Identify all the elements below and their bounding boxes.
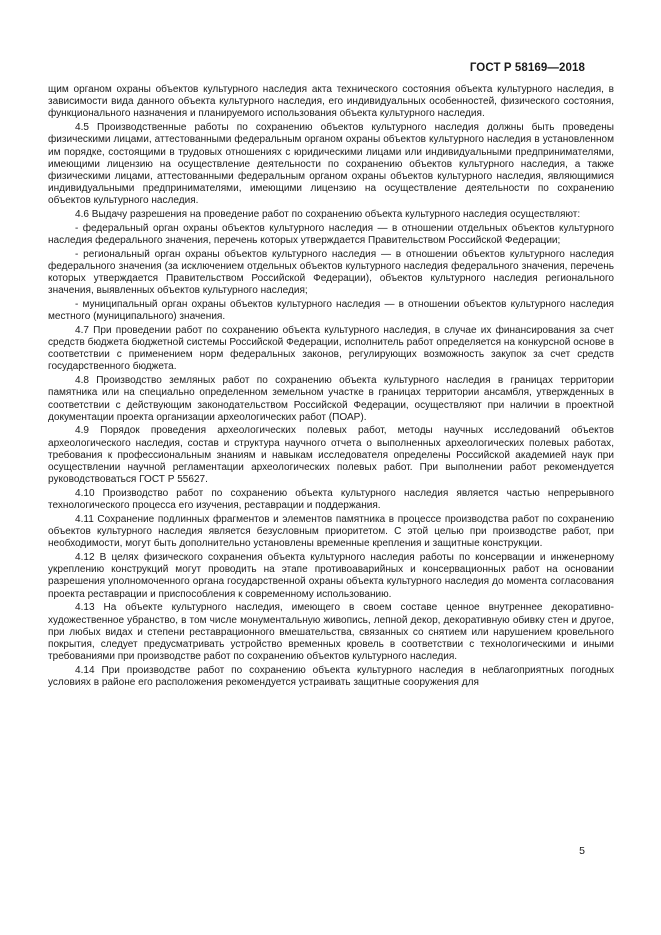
paragraph: 4.11 Сохранение подлинных фрагментов и элементов памятника в процессе производства работ по сохранению объектов культурного наследия является безусловным приоритетом. С этой целью при производстве работ, при необходимости, могут быть дополнительно установлены временные крепления и защитные конструкции. [48, 513, 614, 550]
paragraph: - региональный орган охраны объектов культурного наследия — в отношении объектов культурного наследия федерального значения (за исключением отдельных объектов культурного наследия федерального значения, перечень которых утверждается Правительством Российской Федерации), объектов культурного наследия регионального значения, выявленных объектов культурного наследия; [48, 248, 614, 297]
page-number: 5 [579, 845, 585, 857]
paragraph: 4.5 Производственные работы по сохранению объектов культурного наследия должны быть проведены физическими лицами, аттестованными федеральным органом охраны объектов культурного наследия в установленном им порядке, состоящими в трудовых отношениях с юридическими лицами или индивидуальными предпринимателями, имеющими лицензию на осуществление деятельности по сохранению объектов культурного наследия, а также физическими лицами, аттестованными федеральным органом охраны объектов культурного наследия, являющимися индивидуальными предпринимателями, имеющими лицензию на осуществление деятельности по сохранению объектов культурного наследия. [48, 122, 614, 207]
paragraph: - муниципальный орган охраны объектов культурного наследия — в отношении объектов культурного наследия местного (муниципального) значения. [48, 298, 614, 323]
paragraph: 4.8 Производство земляных работ по сохранению объекта культурного наследия в границах территории памятника или на специально определенном земельном участке в границах территории ансамбля, утвержденных в соответствии с действующим законодательством Российской Федерации, осуществляют при наличии в проектной документации проекта организации археологических работ (ПОАР). [48, 375, 614, 423]
paragraph: 4.14 При производстве работ по сохранению объекта культурного наследия в неблагоприятных погодных условиях в районе его расположения рекомендуется устраивать защитные сооружения для [48, 664, 614, 689]
document-body [48, 84, 614, 691]
paragraph: 4.12 В целях физического сохранения объекта культурного наследия работы по консервации и инженерному укреплению конструкций могут проводить на этапе противоаварийных и консервационных работ на основании разрешения уполномоченного органа государственной охраны объекта культурного наследия до момента согласования проекта реставрации и приспособления к современному использованию. [48, 552, 614, 600]
paragraph: 4.10 Производство работ по сохранению объекта культурного наследия является частью непрерывного технологического процесса его изучения, реставрации и поддержания. [48, 488, 614, 512]
paragraph: щим органом охраны объектов культурного наследия акта технического состояния объекта культурного наследия, в зависимости вида данного объекта культурного наследия, его индивидуальных особенностей, физического состояния, функционального назначения и планируемого использования объекта культурного наследия. [48, 84, 614, 120]
paragraph: 4.7 При проведении работ по сохранению объекта культурного наследия, в случае их финансирования за счет средств бюджета бюджетной системы Российской Федерации, исполнитель работ определяется на конкурсной основе в соответствии с применением норм федеральных законов, регулирующих возможность закупок за счет средств государственного бюджета. [48, 324, 614, 373]
paragraph: 4.6 Выдачу разрешения на проведение работ по сохранению объекта культурного наследия осуществляют: [75, 209, 581, 221]
paragraph: - федеральный орган охраны объектов культурного наследия — в отношении отдельных объектов культурного наследия федерального значения, перечень которых утверждается Правительством Российской Федерации; [48, 222, 614, 246]
document-header-id: ГОСТ Р 58169—2018 [469, 62, 585, 74]
paragraph: 4.13 На объекте культурного наследия, имеющего в своем составе ценное внутреннее декоративно-художественное убранство, в том числе монументальную живопись, лепной декор, декоративную обивку стен и другое, при любых видах и степени реставрационного вмешательства, связанных со снятием или нарушением кровельного покрытия, следует предусматривать устройство временных кровель в соответствии с технологическими и иными требованиями при производстве работ по сохранению объектов культурного наследия. [48, 602, 614, 663]
paragraph: 4.9 Порядок проведения археологических полевых работ, методы научных исследований объектов археологического наследия, состав и структура научного отчета о выполненных археологических полевых работах, требования к профессиональным знаниям и навыкам исследователя определены Российской академией наук при осуществлении научной регламентации археологических полевых работ. При выполнении работ рекомендуется руководствоваться ГОСТ Р 55627. [48, 425, 614, 486]
